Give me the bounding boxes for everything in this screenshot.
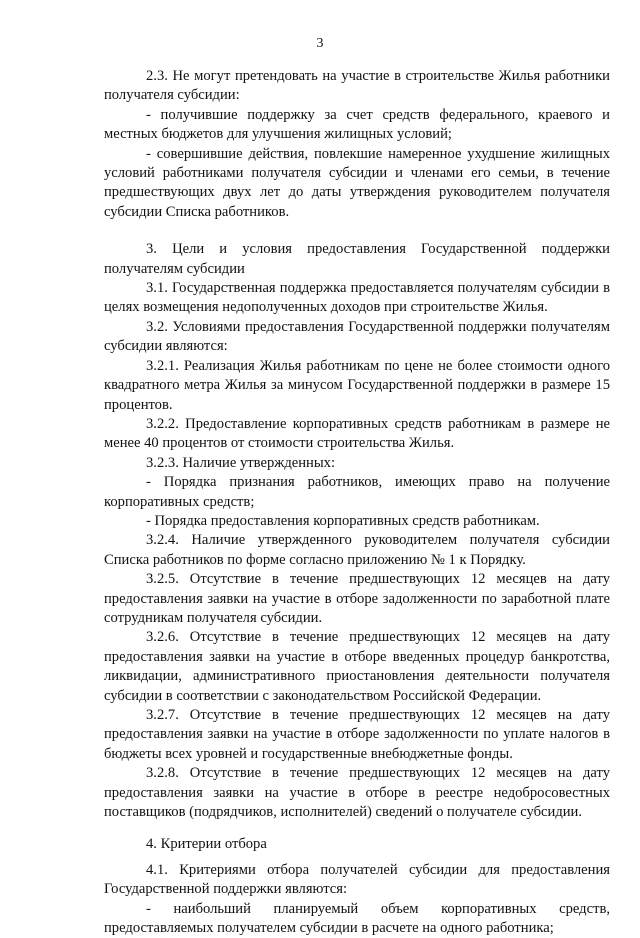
paragraph-3-2-6: 3.2.6. Отсутствие в течение предшествующих 12 месяцев на дату предоставления заявки на участие в отборе введенных процедур банкротства, ликвидации, административного приостановления деятельности получателя субсидии в соответствии с законодательством Российской Федерации. xyxy=(104,629,610,704)
paragraph-3-2-4: 3.2.4. Наличие утвержденного руководителем получателя субсидии Списка работников по форме согласно приложению № 1 к Порядку. xyxy=(104,532,610,568)
paragraph-3-2-1: 3.2.1. Реализация Жилья работникам по цене не более стоимости одного квадратного метра Жилья за минусом Государственной поддержки в размере 15 процентов. xyxy=(104,357,610,413)
paragraph-2-3: 2.3. Не могут претендовать на участие в строительстве Жилья работники получателя субсидии: xyxy=(104,68,610,104)
section-4-heading: 4. Критерии отбора xyxy=(146,836,267,853)
page-number: 3 xyxy=(316,36,324,51)
spacer xyxy=(104,822,610,835)
list-item: - наибольший планируемый объем корпоративных средств, предоставляемых получателем субсидии в расчете на одного работника; xyxy=(104,900,610,937)
paragraph-3-2-5: 3.2.5. Отсутствие в течение предшествующих 12 месяцев на дату предоставления заявки на участие в отборе задолженности по заработной плате сотрудникам получателя субсидии. xyxy=(104,571,610,626)
paragraph-3-2: 3.2. Условиями предоставления Государственной поддержки получателям субсидии являются: xyxy=(104,318,610,355)
document-body xyxy=(104,67,610,938)
section-3-heading: 3. Цели и условия предоставления Государственной поддержки получателям субсидии xyxy=(104,241,610,277)
paragraph-4-1: 4.1. Критериями отбора получателей субсидии для предоставления Государственной поддержки являются: xyxy=(104,861,610,898)
list-item: - получившие поддержку за счет средств федерального, краевого и местных бюджетов для улучшения жилищных условий; xyxy=(104,106,610,143)
paragraph-3-1: 3.1. Государственная поддержка предоставляется получателям субсидии в целях возмещения недополученных доходов при строительстве Жилья. xyxy=(104,280,610,316)
paragraph-3-2-8: 3.2.8. Отсутствие в течение предшествующих 12 месяцев на дату предоставления заявки на участие в отборе в реестре недобросовестных поставщиков (подрядчиков, исполнителей) сведений о получателе субсидии. xyxy=(104,765,610,821)
list-item: - совершившие действия, повлекшие намеренное ухудшение жилищных условий работниками получателя субсидии и членами его семьи, в течение предшествующих двух лет до даты утверждения руководителем получателя субсидии Списка работников. xyxy=(104,145,610,220)
paragraph-3-2-7: 3.2.7. Отсутствие в течение предшествующих 12 месяцев на дату предоставления заявки на участие в отборе задолженности по уплате налогов в бюджеты всех уровней и государственные внебюджетные фонды. xyxy=(104,707,610,762)
list-item: - Порядка признания работников, имеющих право на получение корпоративных средств; xyxy=(104,474,610,510)
paragraph-3-2-3: 3.2.3. Наличие утвержденных: xyxy=(146,454,336,471)
spacer xyxy=(104,222,610,240)
list-item: - Порядка предоставления корпоративных средств работникам. xyxy=(146,512,540,529)
paragraph-3-2-2: 3.2.2. Предоставление корпоративных средств работникам в размере не менее 40 процентов от стоимости строительства Жилья. xyxy=(104,415,610,452)
